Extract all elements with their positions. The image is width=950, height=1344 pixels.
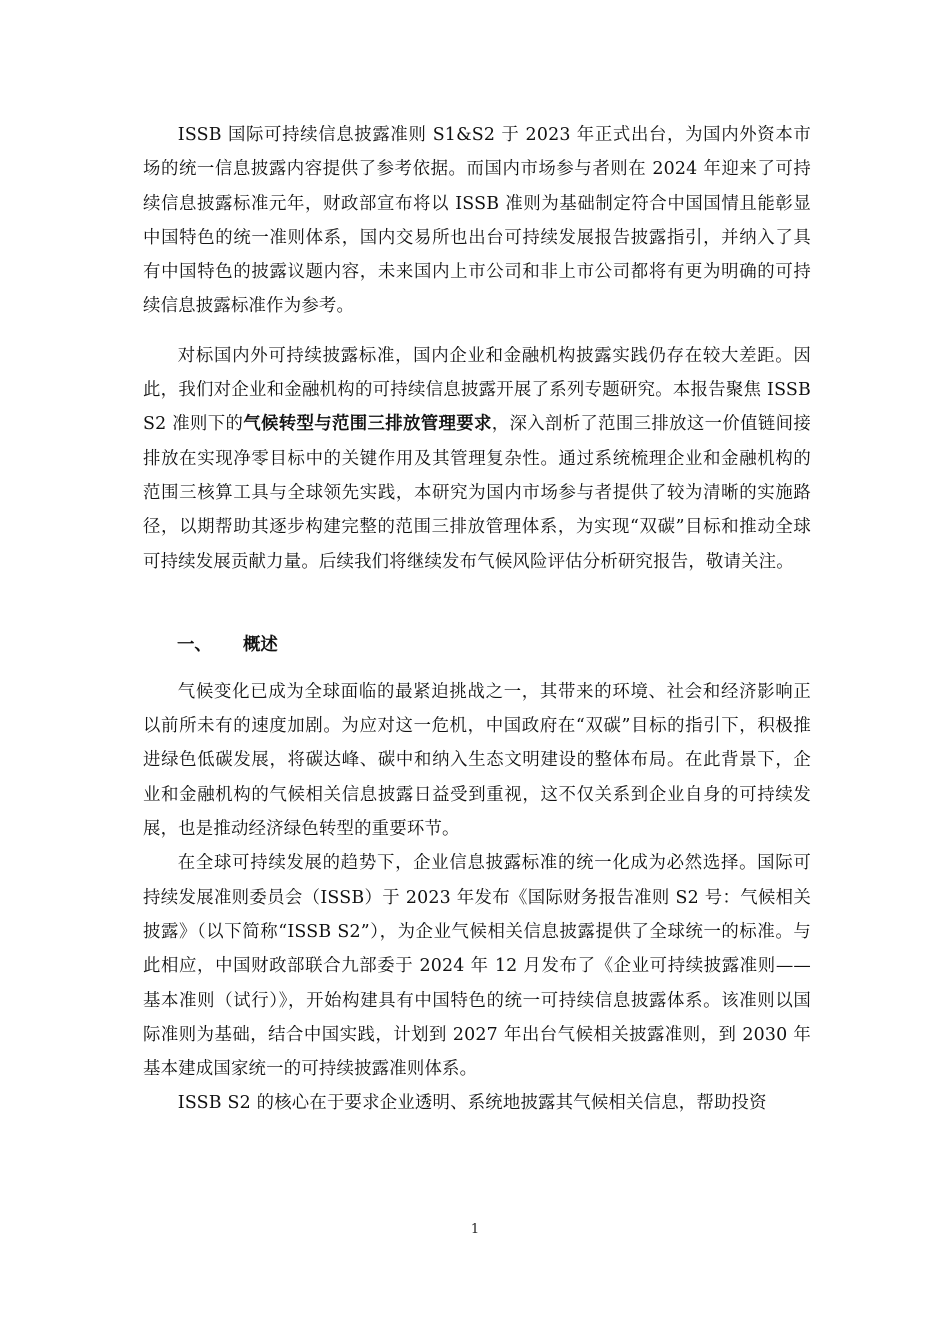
section-heading-overview [143,625,811,665]
overview-paragraph-2: 在全球可持续发展的趋势下，企业信息披露标准的统一化成为必然选择。国际可持续发展准则委员会（ISSB）于 2023 年发布《国际财务报告准则 S2 号：气候相关披露》（以下简称“ISSB S2”），为企业气候相关信息披露提供了全球统一的标准。与此相应，中国财政部联合九部委于 2024 年 12 月发布了《企业可持续披露准则——基本准则（试行）》，开始构建具有中国特色的统一可持续信息披露体系。该准则以国际准则为基础，结合中国实践，计划到 2027 年出台气候相关披露准则，到 2030 年基本建成国家统一的可持续披露准则体系。 [143,853,811,1080]
intro-paragraph-2-rest: ，深入剖析了范围三排放这一价值链间接排放在实现净零目标中的关键作用及其管理复杂性。通过系统梳理企业和金融机构的范围三核算工具与全球领先实践，本研究为国内市场参与者提供了较为清晰的实施路径，以期帮助其逐步构建完整的范围三排放管理体系，为实现“双碳”目标和推动全球可持续发展贡献力量。后续我们将继续发布气候风险评估分析研究报告，敬请关注。 [143,414,811,572]
intro-paragraph-2 [143,339,811,579]
section-gap [143,579,811,625]
section-number: 一、 [177,634,212,655]
intro-paragraph-1: ISSB 国际可持续信息披露准则 S1&S2 于 2023 年正式出台，为国内外资本市场的统一信息披露内容提供了参考依据。而国内市场参与者则在 2024 年迎来了可持续信息披露标准元年，财政部宣布将以 ISSB 准则为基础制定符合中国国情且能彰显中国特色的统一准则体系，国内交易所也出台可持续发展报告披露指引，并纳入了具有中国特色的披露议题内容，未来国内上市公司和非上市公司都将有更为明确的可持续信息披露标准作为参考。 [143,125,811,317]
document-body [143,118,811,1121]
intro-highlight: 气候转型与范围三排放管理要求 [243,414,492,435]
overview-paragraph-3: ISSB S2 的核心在于要求企业透明、系统地披露其气候相关信息，帮助投资 [177,1093,767,1114]
overview-paragraph-1: 气候变化已成为全球面临的最紧迫挑战之一，其带来的环境、社会和经济影响正以前所未有的速度加剧。为应对这一危机，中国政府在“双碳”目标的指引下，积极推进绿色低碳发展，将碳达峰、碳中和纳入生态文明建设的整体布局。在此背景下，企业和金融机构的气候相关信息披露日益受到重视，这不仅关系到企业自身的可持续发展，也是推动经济绿色转型的重要环节。 [143,681,811,840]
paragraph-gap [143,324,811,339]
intro-paragraph-2-lead: 对标国内外可持续披露标准，国内企业和金融机构披露实践仍存在较大差距。因此，我们对企业和金融机构的可持续信息披露开展了系列专题研究。本报告聚焦 ISSB S2 准则下的 [143,345,811,435]
page-number: 1 [470,1222,480,1237]
section-title: 概述 [243,634,278,655]
